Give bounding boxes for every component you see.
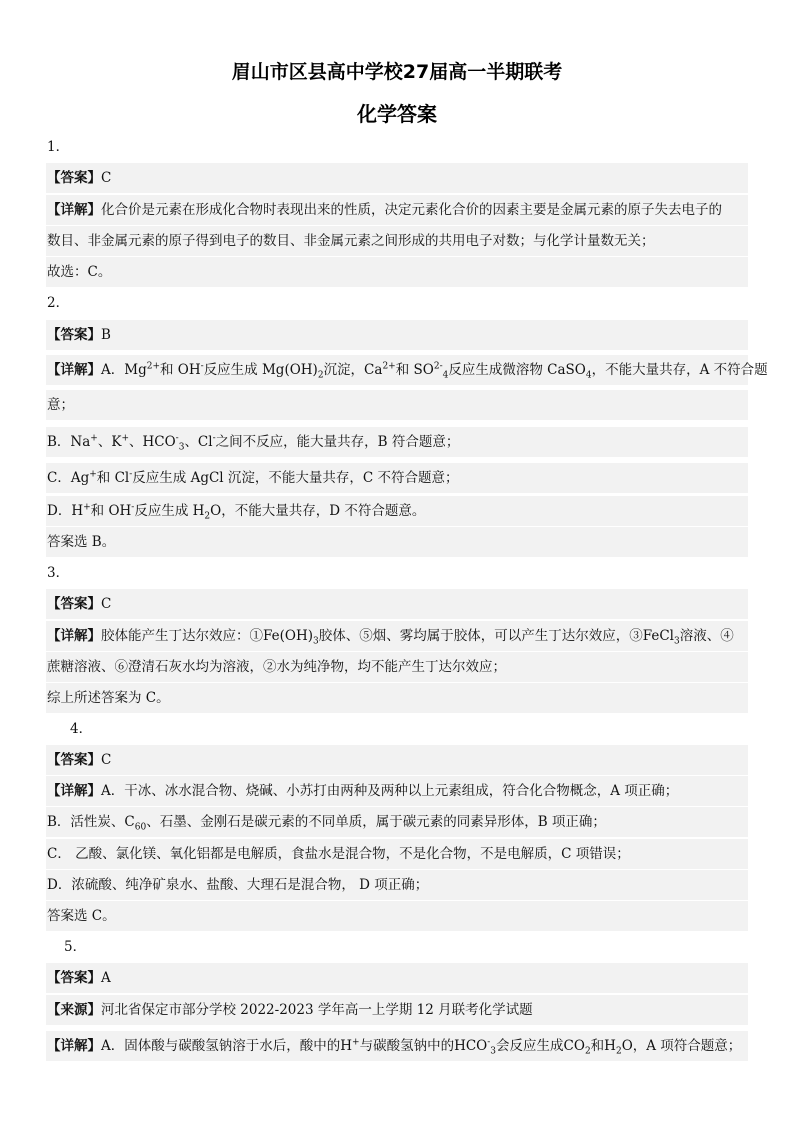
question-4-option-c: C． 乙酸、氯化镁、氧化铝都是电解质，食盐水是混合物，不是化合物，不是电解质，C 项错误； <box>46 839 748 869</box>
question-5-source: 【来源】河北省保定市部分学校 2022-2023 学年高一上学期 12 月联考化学试题 <box>46 995 748 1025</box>
detail-tag: 【详解】 <box>47 628 101 644</box>
question-2-option-d: D．H+和 OH-反应生成 $H_2O$，不能大量共存，D 不符合题意。 <box>46 496 748 526</box>
question-1-conclusion: 故选：C。 <box>46 257 748 287</box>
answer-tag: 【答案】 <box>47 596 101 612</box>
question-4-answer <box>46 745 748 775</box>
question-1-detail-line-1: 【详解】化合价是元素在形成化合物时表现出来的性质，决定元素化合价的因素主要是金属元素的原子失去电子的 <box>46 195 748 225</box>
answer-tag: 【答案】 <box>47 327 101 343</box>
question-4-option-d: D．浓硫酸、纯净矿泉水、盐酸、大理石是混合物， D 项正确； <box>46 870 748 900</box>
question-3-answer <box>46 589 748 619</box>
question-3-detail-line-2: 蔗糖溶液、⑥澄清石灰水均为溶液，②水为纯净物，均不能产生丁达尔效应； <box>46 652 748 682</box>
answer-value: B <box>101 327 111 343</box>
page-subtitle: 化学答案 <box>357 102 437 126</box>
answer-value: C <box>101 752 112 768</box>
detail-tag: 【详解】 <box>47 783 101 799</box>
answer-tag: 【答案】 <box>47 970 101 986</box>
answer-tag: 【答案】 <box>47 752 101 768</box>
question-4-option-a: 【详解】A．干冰、冰水混合物、烧碱、小苏打由两种及两种以上元素组成，符合化合物概念，A 项正确； <box>46 776 748 806</box>
answer-tag: 【答案】 <box>47 170 101 186</box>
detail-tag: 【详解】 <box>47 202 101 218</box>
question-2-option-c: C．Ag+和 Cl-反应生成 AgCl 沉淀，不能大量共存，C 不符合题意； <box>46 463 748 493</box>
question-3-number: 3． <box>47 565 70 581</box>
question-1-detail-line-2: 数目、非金属元素的原子得到电子的数目、非金属元素之间形成的共用电子对数；与化学计量数无关； <box>46 226 748 256</box>
source-tag: 【来源】 <box>47 1002 101 1018</box>
question-4-number: 4． <box>70 721 93 737</box>
question-2-answer <box>46 320 748 350</box>
question-2-option-a-cont: 意； <box>46 390 748 420</box>
question-2-option-a: 【详解】A．$Mg^{2+}$和 OH-反应生成 $Mg(OH)_2$沉淀，$Ca^{2+}$和 $SO^{2-}_4$反应生成微溶物 CaSO$_4$，不能大量共存，A 不符合题 <box>46 355 748 385</box>
detail-tag: 【详解】 <box>47 1038 101 1054</box>
answer-value: C <box>101 170 112 186</box>
question-1-answer <box>46 163 748 193</box>
answer-value: A <box>101 970 111 986</box>
question-3-conclusion: 综上所述答案为 C。 <box>46 683 748 713</box>
question-3-detail-line-1: 【详解】胶体能产生丁达尔效应：$①Fe(OH)_3$胶体、⑤烟、雾均属于胶体，可以产生丁达尔效应，③FeCl$_3$溶液、④ <box>46 621 748 651</box>
question-4-option-b: B．活性炭、$C_{60}$、石墨、金刚石是碳元素的不同单质，属于碳元素的同素异形体，B 项正确； <box>46 807 748 837</box>
page-title: 眉山市区县高中学校27届高一半期联考 <box>231 61 563 83</box>
detail-tag: 【详解】 <box>47 362 101 378</box>
question-4-conclusion: 答案选 C。 <box>46 901 748 931</box>
question-2-option-b: B．Na+、K+、$HCO^-_3$、Cl-之间不反应，能大量共存，B 符合题意； <box>46 427 748 457</box>
answer-value: C <box>101 596 112 612</box>
question-5-answer <box>46 963 748 993</box>
question-2-number: 2． <box>47 295 70 311</box>
question-5-number: 5． <box>64 939 87 955</box>
question-5-option-a: 【详解】A．固体酸与碳酸氢钠溶于水后，酸中的H+与碳酸氢钠中的$HCO^-_3$会反应生成$CO_2$和$H_2O$，A 项符合题意； <box>46 1031 748 1061</box>
question-1-number: 1． <box>47 139 70 155</box>
question-2-conclusion: 答案选 B。 <box>46 527 748 557</box>
